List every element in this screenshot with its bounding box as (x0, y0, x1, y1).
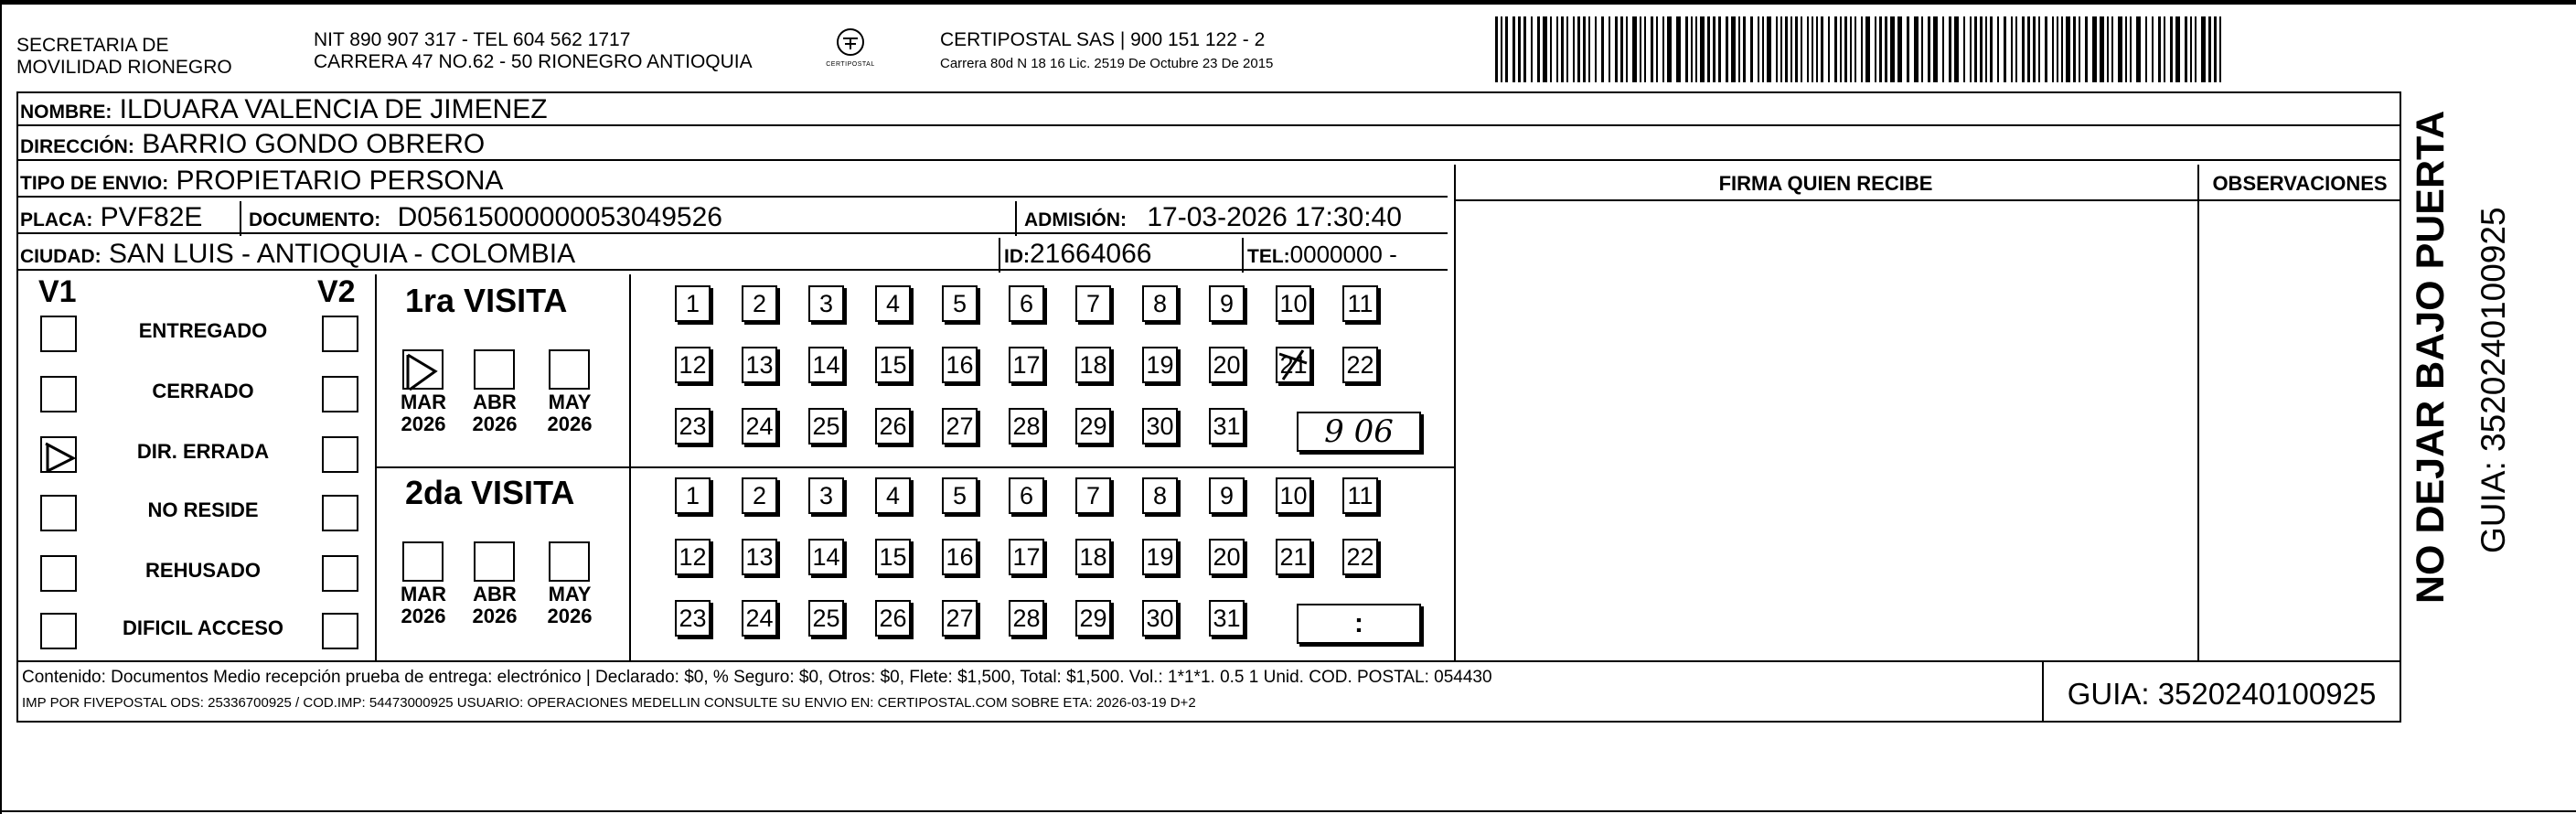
first-visit-day[interactable]: 28 (1009, 408, 1044, 444)
first-visit-day[interactable]: 5 (942, 285, 978, 322)
first-visit-day[interactable]: 13 (742, 347, 777, 383)
license-line: Carrera 80d N 18 16 Lic. 2519 De Octubre 23 De 2015 (940, 56, 1274, 71)
address-line: CARRERA 47 NO.62 - 50 RIONEGRO ANTIOQUIA (314, 51, 753, 72)
first-visit-title: 1ra VISITA (405, 282, 568, 319)
logo-icon (832, 27, 869, 57)
barcode (1495, 16, 2227, 82)
first-visit-month-label (396, 391, 451, 435)
first-visit-day[interactable]: 23 (675, 408, 711, 444)
second-visit-month-checkbox[interactable] (474, 541, 515, 582)
first-visit-day[interactable]: 2 (742, 285, 777, 322)
status-divider (375, 274, 377, 662)
id-label: ID: (1004, 246, 1030, 267)
admision-label: ADMISIÓN: (1024, 209, 1127, 230)
months-divider (629, 274, 631, 662)
company-info (940, 29, 1273, 71)
footer-imp: IMP POR FIVEPOSTAL ODS: 25336700925 / COD.IMP: 54473000925 USUARIO: OPERACIONES MEDELLIN CONSULTE SU ENVIO EN: CERTIPOSTAL.COM SOBRE ETA: 2026-03-19 D+2 (22, 695, 1196, 711)
row-nombre (16, 93, 2400, 126)
org-contact (314, 29, 753, 73)
second-visit-day[interactable]: 29 (1075, 600, 1111, 637)
v1-label: V1 (38, 274, 77, 309)
left-border (0, 0, 2, 814)
v2-checkbox[interactable] (322, 376, 358, 412)
status-label: ENTREGADO (138, 319, 268, 342)
ciudad-label: CIUDAD: (20, 246, 102, 267)
nombre-value: ILDUARA VALENCIA DE JIMENEZ (119, 94, 548, 124)
second-visit-month-label (542, 584, 597, 627)
first-hour-box[interactable] (1297, 412, 1421, 452)
tel-label: TEL: (1247, 246, 1290, 267)
visit-divider (375, 466, 1454, 468)
check-mark-icon (42, 438, 79, 475)
second-visit-day[interactable]: 24 (742, 600, 777, 637)
second-visit-day[interactable]: 28 (1009, 600, 1044, 637)
first-visit-day[interactable]: 1 (675, 285, 711, 322)
side-guia: GUIA: 3520240100925 (2474, 207, 2512, 553)
nombre-label: NOMBRE: (20, 102, 112, 123)
first-visit-day[interactable]: 11 (1342, 285, 1378, 322)
firma-divider (1454, 165, 1456, 662)
v1-checkbox[interactable] (40, 316, 77, 352)
direccion-value: BARRIO GONDO OBRERO (142, 129, 486, 159)
month-year: 2026 (547, 412, 593, 435)
second-visit-day[interactable]: 16 (942, 539, 978, 575)
second-visit-day[interactable]: 4 (875, 477, 911, 514)
v2-checkbox[interactable] (322, 495, 358, 531)
v2-checkbox[interactable] (322, 555, 358, 592)
second-visit-day[interactable]: 2 (742, 477, 777, 514)
status-label: CERRADO (152, 380, 254, 402)
firma-header: FIRMA QUIEN RECIBE (1718, 172, 1933, 195)
first-visit-day[interactable]: 16 (942, 347, 978, 383)
firma-header-line (1454, 199, 2401, 201)
org-line2: MOVILIDAD RIONEGRO (16, 57, 232, 78)
observaciones-header: OBSERVACIONES (2212, 172, 2388, 195)
v1-checkbox[interactable] (40, 555, 77, 592)
first-visit-month-label (467, 391, 522, 435)
second-visit-day[interactable]: 26 (875, 600, 911, 637)
first-visit-month-checkbox[interactable] (549, 349, 590, 390)
check-mark-icon (404, 351, 444, 391)
second-visit-day[interactable]: 22 (1342, 539, 1378, 575)
org-line1: SECRETARIA DE (16, 35, 169, 56)
second-visit-day[interactable]: 23 (675, 600, 711, 637)
first-visit-day[interactable]: 9 (1209, 285, 1245, 322)
ciudad-value: SAN LUIS - ANTIOQUIA - COLOMBIA (109, 239, 576, 269)
v1-checkbox[interactable] (40, 495, 77, 531)
month-name: ABR (473, 391, 517, 413)
first-visit-day[interactable]: 17 (1009, 347, 1044, 383)
org-name (16, 35, 232, 79)
first-visit-day[interactable]: 25 (808, 408, 844, 444)
second-visit-day[interactable]: 27 (942, 600, 978, 637)
id-value: 21664066 (1030, 239, 1152, 269)
second-visit-month-checkbox[interactable] (402, 541, 444, 582)
first-visit-day[interactable]: 3 (808, 285, 844, 322)
footer-contenido: Contenido: Documentos Medio recepción prueba de entrega: electrónico | Declarado: $0, % Seguro: $0, Otros: $0, Flete: $1,500, Total: $1,500. Vol.: 1*1*1. 0.5 1 Unid. COD. POSTAL: 054430 (22, 668, 1492, 687)
first-visit-day[interactable]: 18 (1075, 347, 1111, 383)
tipo-label: TIPO DE ENVIO: (20, 173, 169, 194)
first-visit-day[interactable]: 30 (1142, 408, 1178, 444)
second-visit-day[interactable]: 17 (1009, 539, 1044, 575)
second-visit-day[interactable]: 21 (1276, 539, 1311, 575)
first-visit-month-checkbox[interactable] (474, 349, 515, 390)
first-visit-day[interactable]: 6 (1009, 285, 1044, 322)
placa-label: PLACA: (20, 209, 93, 230)
second-visit-month-label (396, 584, 451, 627)
first-visit-day[interactable]: 20 (1209, 347, 1245, 383)
first-visit-day[interactable]: 14 (808, 347, 844, 383)
v2-checkbox[interactable] (322, 316, 358, 352)
second-visit-day[interactable]: 15 (875, 539, 911, 575)
second-visit-day[interactable]: 31 (1209, 600, 1245, 637)
direccion-label: DIRECCIÓN: (20, 136, 134, 157)
second-visit-day[interactable]: 18 (1075, 539, 1111, 575)
first-hour-value: 9 06 (1324, 413, 1394, 450)
day-cross-mark (1276, 347, 1312, 388)
first-visit-day[interactable]: 7 (1075, 285, 1111, 322)
second-visit-day[interactable]: 12 (675, 539, 711, 575)
first-visit-day[interactable]: 8 (1142, 285, 1178, 322)
tipo-value: PROPIETARIO PERSONA (176, 166, 504, 196)
documento-label: DOCUMENTO: (249, 209, 381, 230)
second-visit-day[interactable]: 1 (675, 477, 711, 514)
month-year: 2026 (472, 412, 518, 435)
second-visit-day[interactable]: 19 (1142, 539, 1178, 575)
second-hour-value: : (1354, 608, 1363, 638)
top-border (0, 0, 2576, 5)
row-direccion (16, 128, 2400, 161)
month-name: MAR (400, 391, 447, 413)
status-label: REHUSADO (145, 559, 261, 582)
first-visit-day[interactable]: 21 (1276, 347, 1311, 383)
first-visit-day[interactable]: 27 (942, 408, 978, 444)
first-visit-month-label (542, 391, 597, 435)
admision-field (1015, 201, 1402, 236)
v2-checkbox[interactable] (322, 613, 358, 649)
second-visit-month-label (467, 584, 522, 627)
v1-checkbox[interactable] (40, 436, 77, 473)
tel-field (1242, 238, 1397, 273)
documento-value: D05615000000053049526 (397, 202, 722, 232)
first-visit-day[interactable]: 22 (1342, 347, 1378, 383)
first-visit-day[interactable]: 19 (1142, 347, 1178, 383)
second-visit-day[interactable]: 11 (1342, 477, 1378, 514)
first-visit-day[interactable]: 10 (1276, 285, 1311, 322)
second-visit-day[interactable]: 13 (742, 539, 777, 575)
row-ciudad (16, 238, 1448, 271)
first-visit-day[interactable]: 29 (1075, 408, 1111, 444)
footer-guia: GUIA: 3520240100925 (2067, 677, 2377, 711)
documento-field (240, 201, 722, 236)
placa-value: PVF82E (100, 202, 203, 232)
second-visit-day[interactable]: 9 (1209, 477, 1245, 514)
row-tipo (16, 165, 1448, 198)
id-field (999, 238, 1151, 273)
second-visit-day[interactable]: 10 (1276, 477, 1311, 514)
month-name: MAY (548, 583, 592, 605)
status-label: NO RESIDE (147, 498, 259, 521)
obs-divider (2197, 165, 2199, 662)
month-name: ABR (473, 583, 517, 605)
first-visit-day[interactable]: 4 (875, 285, 911, 322)
v2-label: V2 (317, 274, 356, 309)
v2-checkbox[interactable] (322, 436, 358, 473)
cross-mark-icon (1276, 347, 1312, 383)
first-visit-day[interactable]: 24 (742, 408, 777, 444)
v1-checkbox[interactable] (40, 613, 77, 649)
second-hour-box[interactable] (1297, 604, 1421, 644)
second-visit-day[interactable]: 25 (808, 600, 844, 637)
first-visit-day[interactable]: 15 (875, 347, 911, 383)
month-year: 2026 (547, 605, 593, 627)
month-year: 2026 (401, 605, 446, 627)
second-visit-title: 2da VISITA (405, 474, 575, 511)
company-line: CERTIPOSTAL SAS | 900 151 122 - 2 (940, 29, 1266, 50)
v1-checkbox[interactable] (40, 376, 77, 412)
first-visit-day[interactable]: 12 (675, 347, 711, 383)
second-visit-month-checkbox[interactable] (549, 541, 590, 582)
second-visit-day[interactable]: 7 (1075, 477, 1111, 514)
second-visit-day[interactable]: 30 (1142, 600, 1178, 637)
certipostal-logo (818, 27, 882, 75)
logo-text: CERTIPOSTAL (826, 61, 875, 68)
second-visit-day[interactable]: 6 (1009, 477, 1044, 514)
second-visit-day[interactable]: 8 (1142, 477, 1178, 514)
first-visit-day[interactable]: 26 (875, 408, 911, 444)
second-visit-day[interactable]: 3 (808, 477, 844, 514)
second-visit-day[interactable]: 14 (808, 539, 844, 575)
month-year: 2026 (401, 412, 446, 435)
bottom-border (0, 810, 2576, 812)
nit-line: NIT 890 907 317 - TEL 604 562 1717 (314, 29, 631, 50)
status-label: DIR. ERRADA (136, 440, 270, 463)
first-visit-month-checkbox[interactable] (402, 349, 444, 390)
month-year: 2026 (472, 605, 518, 627)
month-name: MAR (400, 583, 447, 605)
second-visit-day[interactable]: 5 (942, 477, 978, 514)
first-visit-day[interactable]: 31 (1209, 408, 1245, 444)
tel-value: 0000000 - (1289, 241, 1397, 268)
month-name: MAY (548, 391, 592, 413)
admision-value: 17-03-2026 17:30:40 (1147, 202, 1402, 232)
side-warning: NO DEJAR BAJO PUERTA (2409, 110, 2453, 604)
second-visit-day[interactable]: 20 (1209, 539, 1245, 575)
status-label: DIFICIL ACCESO (122, 616, 283, 639)
